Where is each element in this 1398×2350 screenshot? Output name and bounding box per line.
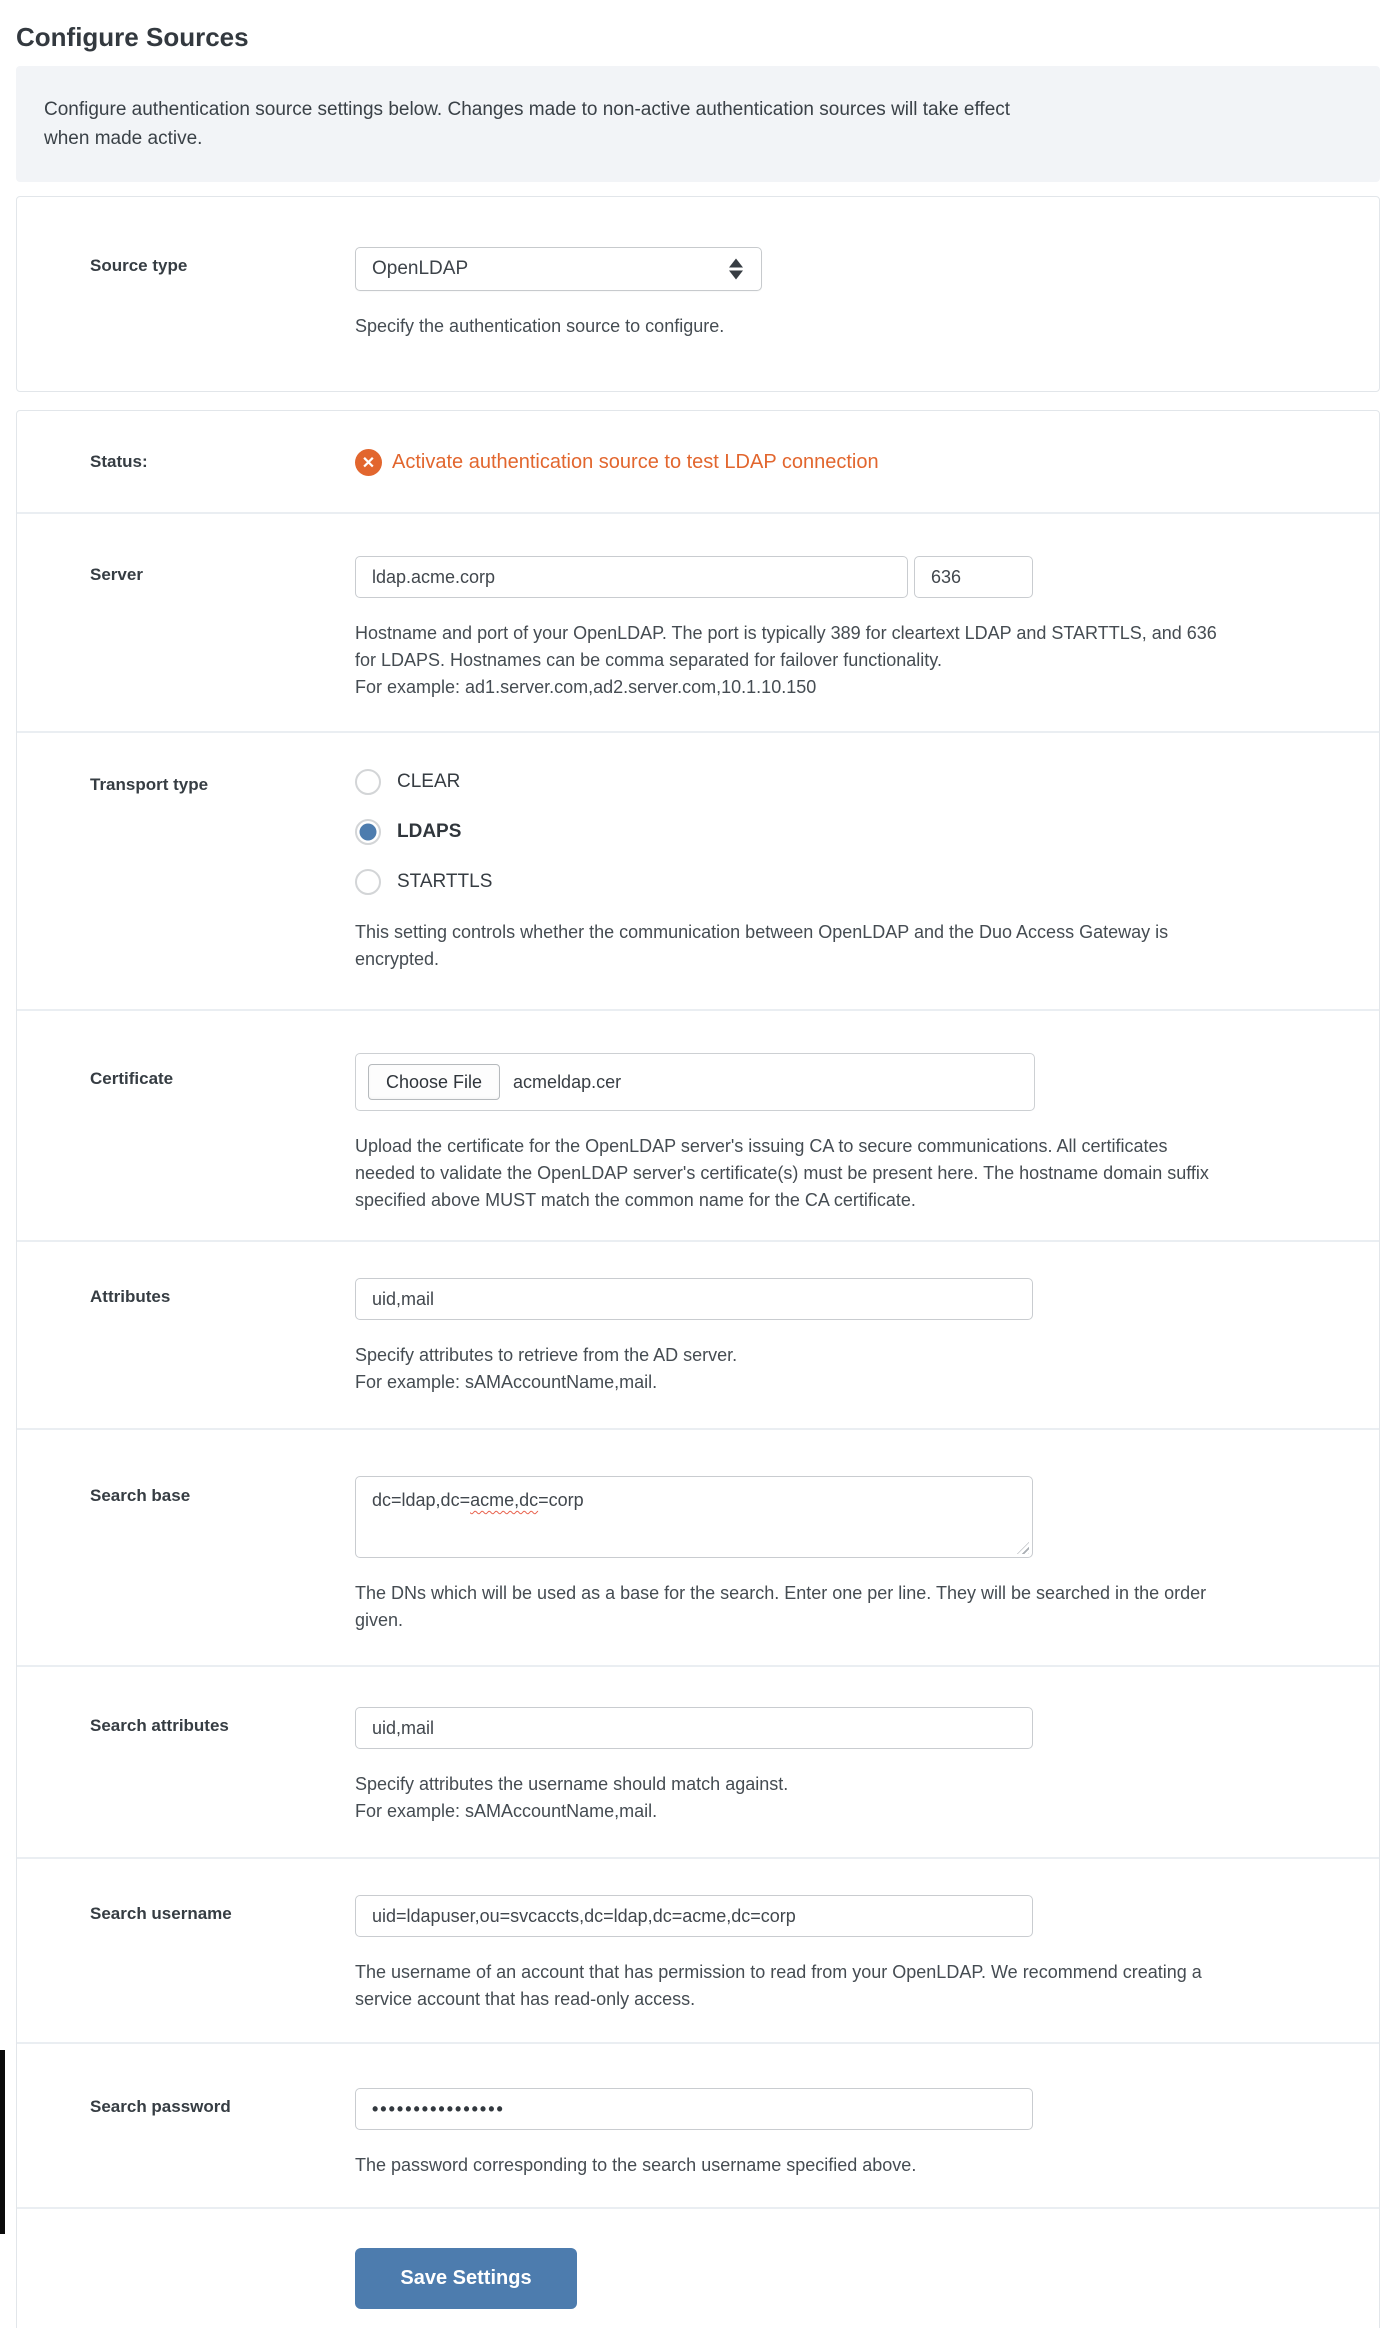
certificate-filename: acmeldap.cer (513, 1071, 622, 1092)
source-type-panel (16, 196, 1380, 392)
search-username-row (17, 1857, 1379, 2042)
search-base-textarea[interactable]: dc=ldap,dc=acme,dc=corp (355, 1476, 1033, 1558)
certificate-file-input[interactable] (355, 1053, 1035, 1111)
intro-notice (16, 66, 1380, 182)
source-type-select[interactable] (355, 247, 762, 291)
search-password-row (17, 2042, 1379, 2207)
radio-unselected-icon[interactable] (355, 869, 381, 895)
attributes-label: Attributes (90, 1287, 171, 1306)
search-username-help: The username of an account that has permission to read from your OpenLDAP. We recommend creating a service account that has read-only access. (355, 1962, 1202, 2009)
search-attributes-label: Search attributes (90, 1716, 229, 1735)
transport-option-ldaps[interactable] (355, 819, 1349, 845)
source-type-help: Specify the authentication source to configure. (355, 316, 725, 336)
select-updown-arrows-icon (729, 259, 743, 280)
transport-option-starttls[interactable] (355, 869, 1349, 895)
transport-type-label: Transport type (90, 775, 209, 794)
transport-option-ldaps-label: LDAPS (397, 821, 462, 842)
server-host-input[interactable]: ldap.acme.corp (355, 556, 908, 598)
ldap-settings-panel (16, 410, 1380, 2328)
intro-line: Configure authentication source settings below. Changes made to non-active authentication sources will take effect (44, 99, 1011, 120)
masked-password-dots: •••••••••••••••• (372, 2098, 505, 2119)
search-attributes-row (17, 1665, 1379, 1857)
search-base-row (17, 1428, 1379, 1665)
save-row (17, 2207, 1379, 2309)
radio-unselected-icon[interactable] (355, 769, 381, 795)
server-help: Hostname and port of your OpenLDAP. The port is typically 389 for cleartext LDAP and STARTTLS, and 636 for LDAPS. Hostnames can be comma separated for failover functionality. For example: ad1.server.com,ad2.server.com,10.1.10.150 (355, 623, 1217, 697)
save-settings-button[interactable]: Save Settings (355, 2248, 577, 2309)
certificate-row (17, 1009, 1379, 1240)
spellcheck-flagged-text: acme,dc (470, 1490, 539, 1510)
server-row (17, 512, 1379, 731)
status-message: Activate authentication source to test LDAP connection (392, 451, 879, 473)
attributes-row (17, 1240, 1379, 1428)
radio-selected-icon[interactable] (355, 819, 381, 845)
transport-option-clear[interactable] (355, 769, 1349, 795)
search-attributes-input[interactable]: uid,mail (355, 1707, 1033, 1749)
textarea-resize-handle-icon[interactable] (1017, 1542, 1029, 1554)
status-row (17, 411, 1379, 512)
source-type-label: Source type (90, 256, 188, 275)
attributes-help: Specify attributes to retrieve from the AD server. For example: sAMAccountName,mail. (355, 1345, 738, 1392)
transport-option-starttls-label: STARTTLS (397, 871, 493, 892)
certificate-help: Upload the certificate for the OpenLDAP server's issuing CA to secure communications. All certificates needed to validate the OpenLDAP server's certificate(s) must be present here. The hostname domain suffix specified above MUST match the common name for the CA certificate. (355, 1136, 1209, 1210)
intro-line: when made active. (44, 128, 203, 149)
error-circle-icon: ✕ (355, 449, 382, 476)
configure-sources-page (0, 22, 1398, 2328)
transport-type-row (17, 731, 1379, 1009)
choose-file-button[interactable]: Choose File (368, 1064, 500, 1100)
status-message-line (355, 449, 1349, 476)
page-title: Configure Sources (16, 22, 249, 52)
search-username-label: Search username (90, 1904, 232, 1923)
search-password-help: The password corresponding to the search username specified above. (355, 2155, 917, 2175)
source-type-selected-value: OpenLDAP (372, 258, 469, 279)
status-label: Status: (90, 452, 148, 471)
search-attributes-help: Specify attributes the username should match against. For example: sAMAccountName,mail. (355, 1774, 789, 1821)
server-port-input[interactable]: 636 (914, 556, 1033, 598)
search-username-input[interactable]: uid=ldapuser,ou=svcaccts,dc=ldap,dc=acme,dc=corp (355, 1895, 1033, 1937)
search-password-input[interactable] (355, 2088, 1033, 2130)
search-base-help: The DNs which will be used as a base for the search. Enter one per line. They will be searched in the order given. (355, 1583, 1207, 1630)
server-label: Server (90, 565, 143, 584)
search-password-label: Search password (90, 2097, 231, 2116)
search-base-label: Search base (90, 1486, 191, 1505)
transport-option-clear-label: CLEAR (397, 771, 461, 792)
attributes-input[interactable]: uid,mail (355, 1278, 1033, 1320)
screen-edge-artifact (0, 2050, 5, 2234)
transport-help: This setting controls whether the communication between OpenLDAP and the Duo Access Gateway is encrypted. (355, 922, 1169, 969)
certificate-label: Certificate (90, 1069, 174, 1088)
source-type-row (17, 197, 1379, 340)
